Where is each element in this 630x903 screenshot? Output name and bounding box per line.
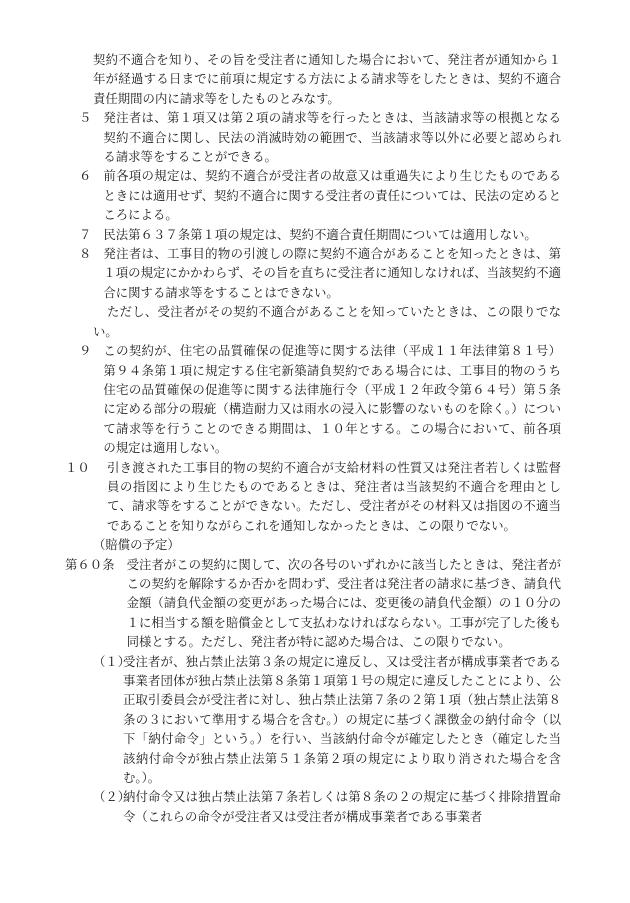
clause-text: 発注者は、第１項又は第２項の請求等を行ったときは、当該請求等の根拠となる契約不適合に関し、民法の消滅時効の範囲で、当該請求等以外に必要と認められる請求等をすることができる。	[103, 110, 561, 165]
clause-number: １０	[65, 459, 90, 475]
clause-text: 発注者は、工事目的物の引渡しの際に契約不適合があることを知ったときは、第１項の規定にかかわらず、その旨を直ちに受注者に通知しなければ、当該契約不適合に関する請求等をすることはできない。	[103, 246, 561, 300]
clause-item-5	[79, 108, 561, 166]
clause-number: ５	[79, 110, 92, 126]
clause-item-10	[65, 458, 561, 536]
subitem-text: 受注者が、独占禁止法第３条の規定に違反し、又は受注者が構成事業者である事業者団体が独占禁止法第８条第１項第１号の規定に違反したことにより、公正取引委員会が受注者に対し、独占禁止法第７条の２第１項（独占禁止法第８条の３において準用する場合を含む。）の規定に基づく課徴金の納付命令（以下「納付命令」という。）を行い、当該納付命令が確定したとき（確定した当該納付命令が独占禁止法第５１条第２項の規定により取り消された場合を含む。）。	[123, 653, 561, 786]
article-text: 受注者がこの契約に関して、次の各号のいずれかに該当したときは、発注者がこの契約を解除するか否かを問わず、受注者は発注者の請求に基づき、請負代金額（請負代金額の変更があった場合には、変更後の請負代金額）の１０分の１に相当する額を賠償金として支払わなければならない。工事が完了した後も同様とする。ただし、発注者が特に認めた場合は、この限りでない。	[126, 556, 561, 650]
clause-text: 引き渡された工事目的物の契約不適合が支給材料の性質又は発注者若しくは監督員の指図により生じたものであるときは、発注者は当該契約不適合を理由として、請求等をすることができない。ただし、受注者がその材料又は指図の不適当であることを知りながらこれを通知しなかったときは、この限りでない。	[107, 459, 561, 533]
clause-8-proviso: ただし、受注者がその契約不適合があることを知っていたときは、この限りでない。	[93, 304, 561, 339]
article-subitem-1	[79, 652, 561, 788]
subitem-text: 納付命令又は独占禁止法第７条若しくは第８条の２の規定に基づく排除措置命令（これらの命令が受注者又は受注者が構成事業者である事業者	[123, 789, 561, 824]
clause-text: 前各項の規定は、契約不適合が受注者の故意又は重過失により生じたものであるときには適用せず、契約不適合に関する受注者の責任については、民法の定めるところによる。	[103, 168, 561, 223]
subitem-number: （１）	[93, 653, 131, 669]
clause-item-9	[79, 341, 561, 457]
clause-item-8	[79, 244, 561, 302]
contract-text	[65, 50, 561, 826]
clause-number: ６	[79, 168, 92, 184]
continuation-paragraph: 契約不適合を知り、その旨を受注者に通知した場合において、発注者が通知から１年が経過する日までに前項に規定する方法による請求等をしたときは、契約不適合責任期間の内に請求等をしたものとみなす。	[93, 52, 561, 106]
clause-number: ９	[79, 343, 92, 359]
article-subitem-2	[79, 787, 561, 826]
article-60	[65, 555, 561, 652]
clause-item-7	[79, 225, 561, 244]
clause-text: この契約が、住宅の品質確保の促進等に関する法律（平成１１年法律第８１号）第９４条第１項に規定する住宅新築請負契約である場合には、工事目的物のうち住宅の品質確保の促進等に関する法律施行令（平成１２年政令第６４号）第５条に定める部分の瑕疵（構造耐力又は雨水の浸入に影響のないものを除く。）について請求等を行うことのできる期間は、１０年とする。この場合において、前各項の規定は適用しない。	[103, 343, 561, 456]
clause-text: 民法第６３７条第１項の規定は、契約不適合責任期間については適用しない。	[103, 226, 537, 242]
clause-number: ７	[79, 226, 92, 242]
subitem-number: （２）	[93, 789, 131, 805]
clause-number: ８	[79, 246, 92, 262]
clause-item-6	[79, 166, 561, 224]
article-heading: （賠償の予定）	[93, 537, 180, 553]
article-number: 第６０条	[65, 556, 115, 572]
